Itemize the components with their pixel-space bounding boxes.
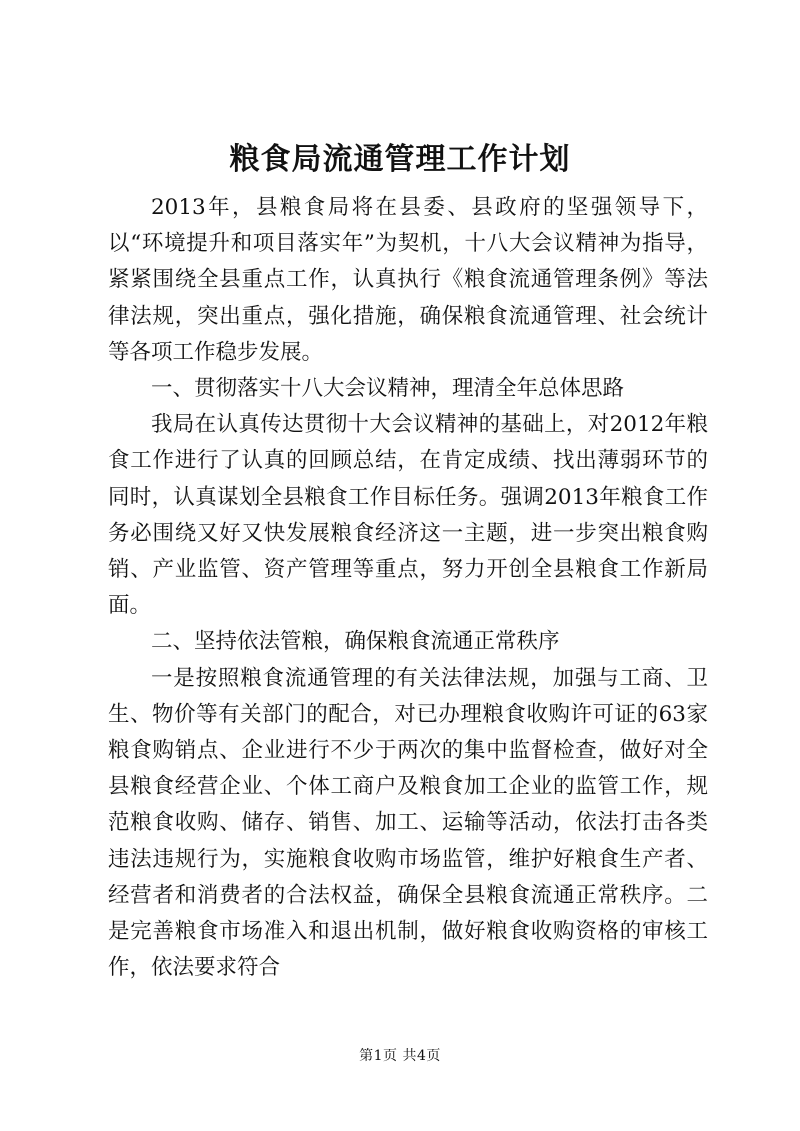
section-heading-2: 二、坚持依法管粮，确保粮食流通正常秩序 bbox=[151, 629, 560, 655]
intro-paragraph: 2013年，县粮食局将在县委、县政府的坚强领导下，以“环境提升和项目落实年”为契机，十八大会议精神为指导，紧紧围绕全县重点工作，认真执行《粮食流通管理条例》等法律法规，突出重点，强化措施，确保粮食流通管理、社会统计等各项工作稳步发展。 bbox=[108, 195, 708, 365]
document-title: 粮食局流通管理工作计划 bbox=[229, 142, 571, 177]
section-paragraph-2: 一是按照粮食流通管理的有关法律法规，加强与工商、卫生、物价等有关部门的配合，对已办理粮食收购许可证的63家粮食购销点、企业进行不少于两次的集中监督检查，做好对全县粮食经营企业、个体工商户及粮食加工企业的监管工作，规范粮食收购、储存、销售、加工、运输等活动，依法打击各类违法违规行为，实施粮食收购市场监管，维护好粮食生产者、经营者和消费者的合法权益，确保全县粮食流通正常秩序。二是完善粮食市场准入和退出机制，做好粮食收购资格的审核工作，依法要求符合 bbox=[108, 665, 708, 981]
page-number-footer: 第1页 共4页 bbox=[359, 1048, 441, 1064]
section-heading-1: 一、贯彻落实十八大会议精神，理清全年总体思路 bbox=[151, 376, 625, 402]
document-body bbox=[108, 190, 708, 986]
section-paragraph-1: 我局在认真传达贯彻十大会议精神的基础上，对2012年粮食工作进行了认真的回顾总结，在肯定成绩、找出薄弱环节的同时，认真谋划全县粮食工作目标任务。强调2013年粮食工作务必围绕又好又快发展粮食经济这一主题，进一步突出粮食购销、产业监管、资产管理等重点，努力开创全县粮食工作新局面。 bbox=[108, 412, 708, 619]
